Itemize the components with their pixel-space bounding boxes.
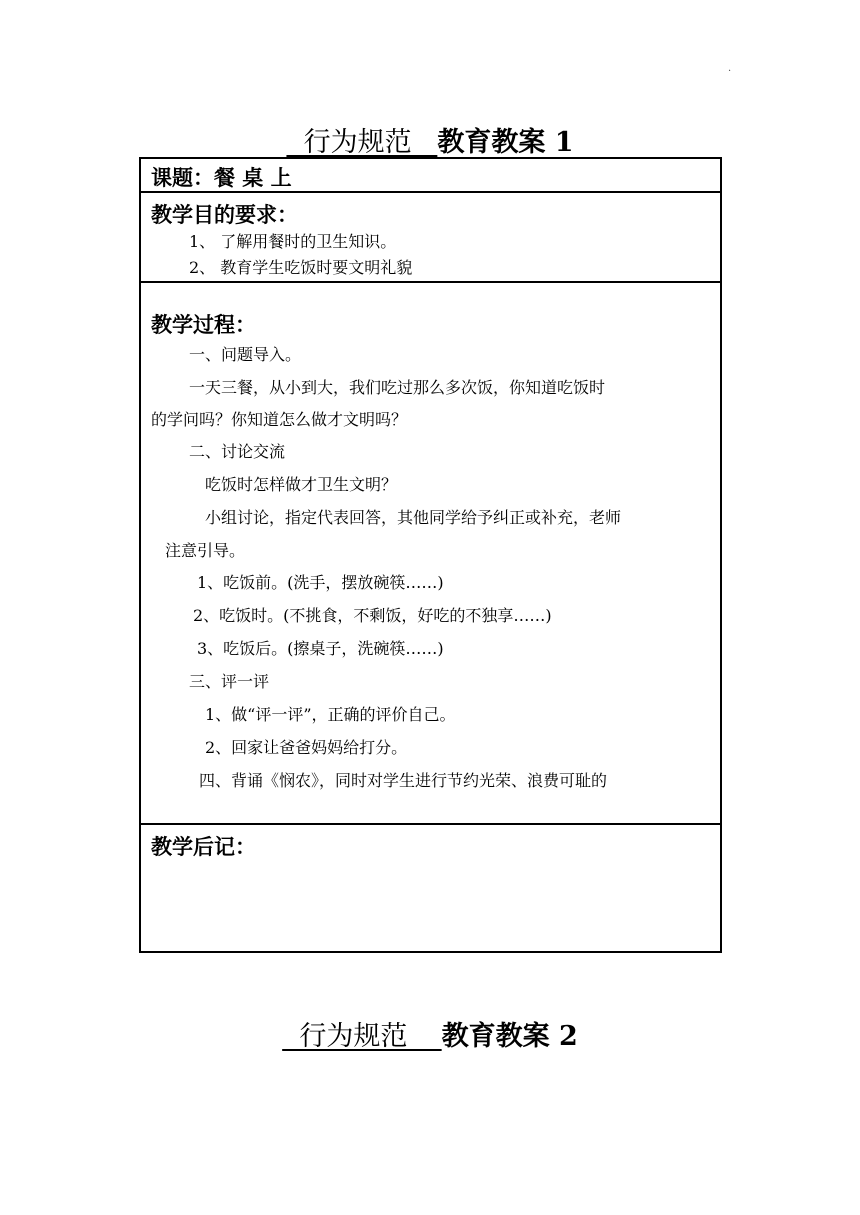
process-line: 一、问题导入。 — [189, 345, 302, 364]
subject-row — [141, 159, 720, 193]
goals-label: 教学目的要求： — [151, 203, 298, 227]
corner-mark: · — [728, 66, 732, 77]
lesson1-title — [0, 120, 860, 159]
process-line: 二、讨论交流 — [189, 442, 286, 461]
notes-label: 教学后记： — [151, 835, 256, 859]
lesson2-title-rest: 教育教案 2 — [441, 1021, 578, 1052]
process-line: 1、吃饭前。(洗手，摆放碗筷……) — [197, 573, 444, 592]
process-line: 的学问吗？你知道怎么做才文明吗？ — [151, 410, 408, 429]
process-line: 注意引导。 — [165, 541, 246, 560]
process-line: 3、吃饭后。(擦桌子，洗碗筷……) — [197, 639, 444, 658]
notes-row — [141, 825, 720, 951]
goal-item: 2、 教育学生吃饭时要文明礼貌 — [189, 258, 413, 277]
lesson2-title-topic: 行为规范 — [282, 1021, 442, 1052]
subject-label: 课题：餐 桌 上 — [151, 166, 292, 190]
lesson1-title-topic: 行为规范 — [286, 127, 438, 158]
process-line: 四、背诵《悯农》，同时对学生进行节约光荣、浪费可耻的 — [199, 771, 608, 790]
goals-row — [141, 193, 720, 283]
lesson1-title-rest: 教育教案 1 — [437, 127, 574, 158]
goal-item: 1、 了解用餐时的卫生知识。 — [189, 232, 397, 251]
lesson2-title — [0, 1014, 860, 1053]
process-label: 教学过程： — [151, 313, 256, 337]
process-line: 1、做“评一评”，正确的评价自己。 — [205, 705, 456, 724]
process-line: 三、评一评 — [189, 672, 270, 691]
process-line: 吃饭时怎样做才卫生文明？ — [205, 475, 398, 494]
process-line: 2、回家让爸爸妈妈给打分。 — [205, 738, 408, 757]
process-line: 小组讨论，指定代表回答，其他同学给予纠正或补充，老师 — [205, 508, 622, 527]
process-line: 2、吃饭时。(不挑食，不剩饭，好吃的不独享……) — [193, 606, 552, 625]
process-row — [141, 283, 720, 825]
lesson-plan-table — [139, 157, 722, 953]
process-line: 一天三餐，从小到大，我们吃过那么多次饭，你知道吃饭时 — [189, 378, 606, 397]
